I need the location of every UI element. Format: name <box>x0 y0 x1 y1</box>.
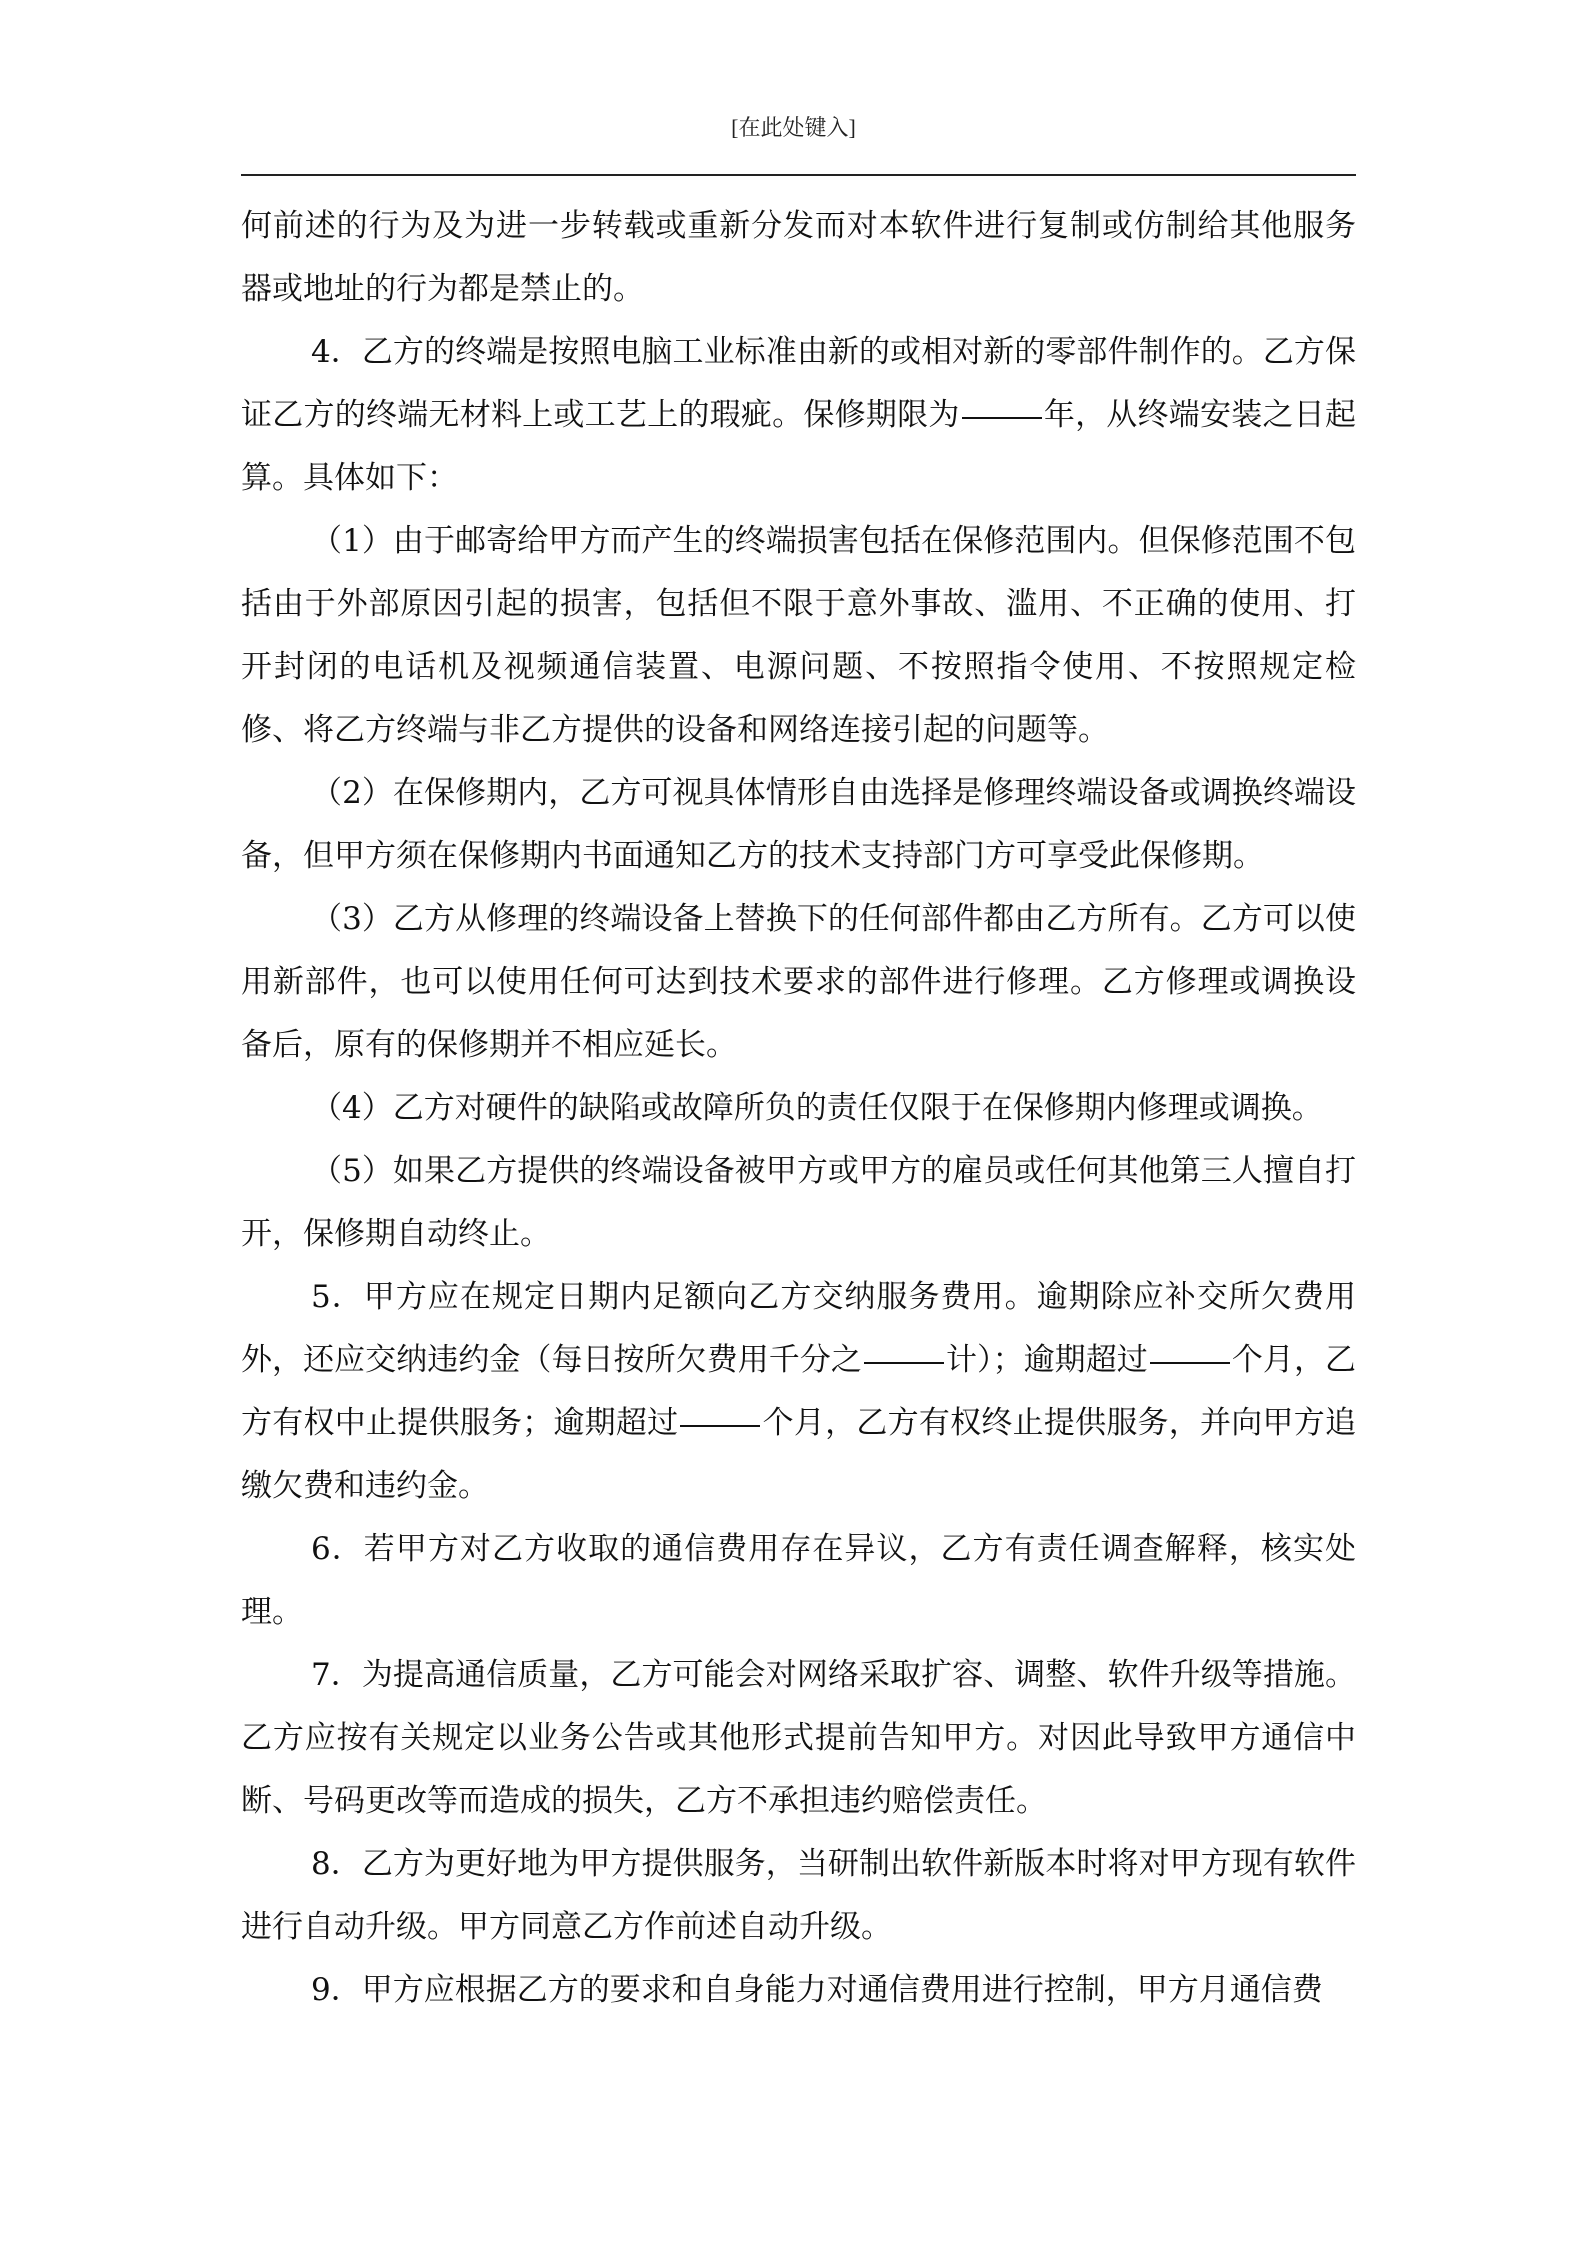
paragraph-text: （1）由于邮寄给甲方而产生的终端损害包括在保修范围内。但保修范围不包括由于外部原因引起的损害，包括但不限于意外事故、滥用、不正确的使用、打开封闭的电话机及视频通信装置、电源问题、不按照指令使用、不按照规定检修、将乙方终端与非乙方提供的设备和网络连接引起的问题等。 <box>241 523 1356 748</box>
paragraph <box>241 1644 1356 1833</box>
header-divider <box>241 174 1356 176</box>
paragraph-text: 8．乙方为更好地为甲方提供服务，当研制出软件新版本时将对甲方现有软件进行自动升级。甲方同意乙方作前述自动升级。 <box>241 1846 1356 1945</box>
paragraph-text: 计）；逾期超过 <box>945 1342 1148 1378</box>
paragraph <box>241 1266 1356 1518</box>
paragraph <box>241 510 1356 762</box>
paragraph-text: 个月，乙方有权终止提供服务，并向甲方追缴欠费和违约金。 <box>241 1405 1357 1504</box>
fill-in-blank[interactable] <box>1150 1361 1230 1364</box>
paragraph-text: 4．乙方的终端是按照电脑工业标准由新的或相对新的零部件制作的。乙方保证乙方的终端无材料上或工艺上的瑕疵。保修期限为 <box>241 334 1356 433</box>
paragraph-text: （5）如果乙方提供的终端设备被甲方或甲方的雇员或任何其他第三人擅自打开，保修期自动终止。 <box>241 1153 1356 1252</box>
paragraph <box>241 321 1356 510</box>
paragraph-text: （2）在保修期内，乙方可视具体情形自由选择是修理终端设备或调换终端设备，但甲方须在保修期内书面通知乙方的技术支持部门方可享受此保修期。 <box>241 775 1356 874</box>
fill-in-blank[interactable] <box>864 1361 944 1364</box>
paragraph <box>241 1959 1356 2022</box>
paragraph <box>241 1518 1356 1644</box>
paragraph <box>241 888 1356 1077</box>
paragraph <box>241 1833 1356 1959</box>
paragraph-text: （4）乙方对硬件的缺陷或故障所负的责任仅限于在保修期内修理或调换。 <box>311 1090 1323 1126</box>
paragraph-text: 何前述的行为及为进一步转载或重新分发而对本软件进行复制或仿制给其他服务器或地址的行为都是禁止的。 <box>241 208 1356 307</box>
document-body <box>241 195 1356 2022</box>
fill-in-blank[interactable] <box>680 1424 760 1427</box>
paragraph <box>241 1140 1356 1266</box>
paragraph <box>241 195 1356 321</box>
paragraph-text: 7．为提高通信质量，乙方可能会对网络采取扩容、调整、软件升级等措施。乙方应按有关规定以业务公告或其他形式提前告知甲方。对因此导致甲方通信中断、号码更改等而造成的损失，乙方不承担违约赔偿责任。 <box>241 1657 1356 1819</box>
paragraph-text: 年，从终端安装之日起算。具体如下： <box>241 397 1357 496</box>
fill-in-blank[interactable] <box>962 416 1042 419</box>
paragraph <box>241 1077 1356 1140</box>
paragraph-text: 9．甲方应根据乙方的要求和自身能力对通信费用进行控制，甲方月通信费 <box>311 1972 1323 2008</box>
paragraph-text: 6．若甲方对乙方收取的通信费用存在异议，乙方有责任调查解释，核实处理。 <box>241 1531 1356 1630</box>
paragraph <box>241 762 1356 888</box>
paragraph-text: 个月，乙方有权中止提供服务；逾期超过 <box>241 1342 1356 1441</box>
paragraph-text: （3）乙方从修理的终端设备上替换下的任何部件都由乙方所有。乙方可以使用新部件，也可以使用任何可达到技术要求的部件进行修理。乙方修理或调换设备后，原有的保修期并不相应延长。 <box>241 901 1356 1063</box>
page-header-placeholder[interactable]: [在此处键入] <box>731 115 856 140</box>
paragraph-text: 5．甲方应在规定日期内足额向乙方交纳服务费用。逾期除应补交所欠费用外，还应交纳违约金（每日按所欠费用千分之 <box>241 1279 1356 1378</box>
